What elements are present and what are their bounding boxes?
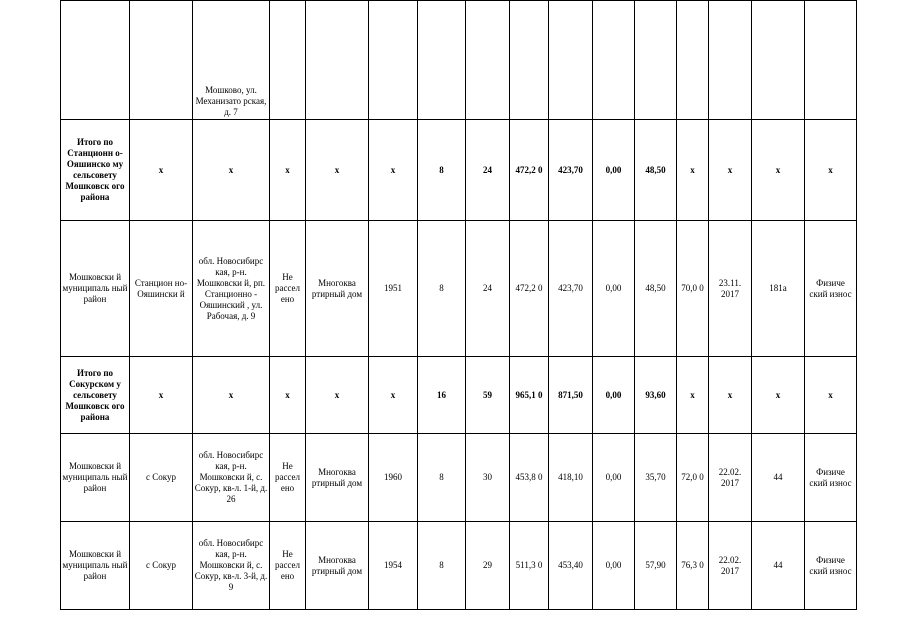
cell-date: 23.11. 2017 [709, 221, 752, 357]
cell-address: обл. Новосибирс кая, р-н. Мошковски й, рп. Станционно - Ояшинский , ул. Рабочая, д. 9 [193, 221, 270, 357]
cell-doc-number: 44 [752, 522, 805, 610]
cell-building-type [306, 1, 369, 120]
cell-municipality: Итого по Сокурском у сельсовету Мошковск ого района [61, 357, 130, 434]
cell-area-municipal: 0,00 [593, 357, 635, 434]
cell-address: обл. Новосибирс кая, р-н. Мошковски й, с. Сокур, кв-л. 1-й, д. 26 [193, 434, 270, 522]
cell-area-private: 423,70 [549, 120, 593, 221]
cell-col-8 [466, 1, 510, 120]
cell-col-13: x [677, 357, 709, 434]
housing-table [60, 0, 857, 610]
cell-settlement: с Сокур [130, 522, 193, 610]
cell-col-8: 59 [466, 357, 510, 434]
cell-doc-number: 44 [752, 434, 805, 522]
cell-reason [805, 1, 857, 120]
cell-col-7: 8 [418, 221, 466, 357]
cell-col-8: 30 [466, 434, 510, 522]
cell-col-13: 70,0 0 [677, 221, 709, 357]
cell-date: 22.02. 2017 [709, 434, 752, 522]
cell-building-type: Многоква ртирный дом [306, 221, 369, 357]
cell-doc-number [752, 1, 805, 120]
cell-building-type: x [306, 120, 369, 221]
cell-year [369, 1, 418, 120]
table-row [61, 1, 857, 120]
cell-col-8: 24 [466, 221, 510, 357]
cell-status [270, 1, 306, 120]
cell-year: x [369, 120, 418, 221]
cell-area-other: 35,70 [635, 434, 677, 522]
cell-area-private [549, 1, 593, 120]
cell-col-8: 29 [466, 522, 510, 610]
cell-year: 1951 [369, 221, 418, 357]
cell-col-13: x [677, 120, 709, 221]
cell-area-other: 93,60 [635, 357, 677, 434]
table-row [61, 434, 857, 522]
cell-settlement: с Сокур [130, 434, 193, 522]
cell-area-other: 48,50 [635, 120, 677, 221]
cell-municipality: Итого по Станционн о-Ояшинско му сельсовету Мошковск ого района [61, 120, 130, 221]
cell-col-7: 8 [418, 120, 466, 221]
cell-reason: Физиче ский износ [805, 434, 857, 522]
cell-status: Не рассел ено [270, 522, 306, 610]
cell-area-total: 472,2 0 [510, 221, 549, 357]
cell-col-13: 72,0 0 [677, 434, 709, 522]
cell-area-municipal: 0,00 [593, 434, 635, 522]
cell-settlement: x [130, 357, 193, 434]
cell-area-other: 48,50 [635, 221, 677, 357]
cell-building-type: Многоква ртирный дом [306, 522, 369, 610]
cell-settlement: Станцион но-Ояшински й [130, 221, 193, 357]
cell-municipality: Мошковски й муниципаль ный район [61, 221, 130, 357]
cell-doc-number: x [752, 120, 805, 221]
cell-area-municipal: 0,00 [593, 221, 635, 357]
cell-area-private: 453,40 [549, 522, 593, 610]
table-total-row [61, 357, 857, 434]
cell-doc-number: x [752, 357, 805, 434]
cell-year: x [369, 357, 418, 434]
cell-col-7: 16 [418, 357, 466, 434]
cell-area-total: 511,3 0 [510, 522, 549, 610]
cell-building-type: x [306, 357, 369, 434]
cell-area-other [635, 1, 677, 120]
cell-settlement: x [130, 120, 193, 221]
table-row [61, 522, 857, 610]
cell-area-other: 57,90 [635, 522, 677, 610]
cell-area-municipal: 0,00 [593, 120, 635, 221]
cell-col-7: 8 [418, 522, 466, 610]
cell-doc-number: 181а [752, 221, 805, 357]
cell-area-private: 871,50 [549, 357, 593, 434]
cell-area-municipal: 0,00 [593, 522, 635, 610]
cell-address: x [193, 120, 270, 221]
cell-col-8: 24 [466, 120, 510, 221]
cell-date [709, 1, 752, 120]
cell-status: x [270, 120, 306, 221]
cell-address: обл. Новосибирс кая, р-н. Мошковски й, с. Сокур, кв-л. 3-й, д. 9 [193, 522, 270, 610]
cell-status: x [270, 357, 306, 434]
cell-municipality: Мошковски й муниципаль ный район [61, 434, 130, 522]
cell-address: x [193, 357, 270, 434]
cell-col-13 [677, 1, 709, 120]
cell-area-total [510, 1, 549, 120]
cell-address: Мошково, ул. Механизато рская, д. 7 [193, 1, 270, 120]
cell-reason: Физиче ский износ [805, 522, 857, 610]
cell-area-total: 472,2 0 [510, 120, 549, 221]
table-total-row [61, 120, 857, 221]
cell-date: x [709, 357, 752, 434]
cell-area-total: 453,8 0 [510, 434, 549, 522]
cell-status: Не рассел ено [270, 221, 306, 357]
cell-col-7 [418, 1, 466, 120]
cell-reason: Физиче ский износ [805, 221, 857, 357]
cell-year: 1954 [369, 522, 418, 610]
cell-area-total: 965,1 0 [510, 357, 549, 434]
cell-municipality: Мошковски й муниципаль ный район [61, 522, 130, 610]
cell-area-private: 423,70 [549, 221, 593, 357]
cell-reason: x [805, 120, 857, 221]
table-row [61, 221, 857, 357]
cell-building-type: Многоква ртирный дом [306, 434, 369, 522]
cell-municipality [61, 1, 130, 120]
cell-area-private: 418,10 [549, 434, 593, 522]
cell-settlement [130, 1, 193, 120]
cell-date: 22.02. 2017 [709, 522, 752, 610]
cell-status: Не рассел ено [270, 434, 306, 522]
cell-date: x [709, 120, 752, 221]
cell-reason: x [805, 357, 857, 434]
cell-area-municipal [593, 1, 635, 120]
cell-col-13: 76,3 0 [677, 522, 709, 610]
cell-col-7: 8 [418, 434, 466, 522]
cell-year: 1960 [369, 434, 418, 522]
